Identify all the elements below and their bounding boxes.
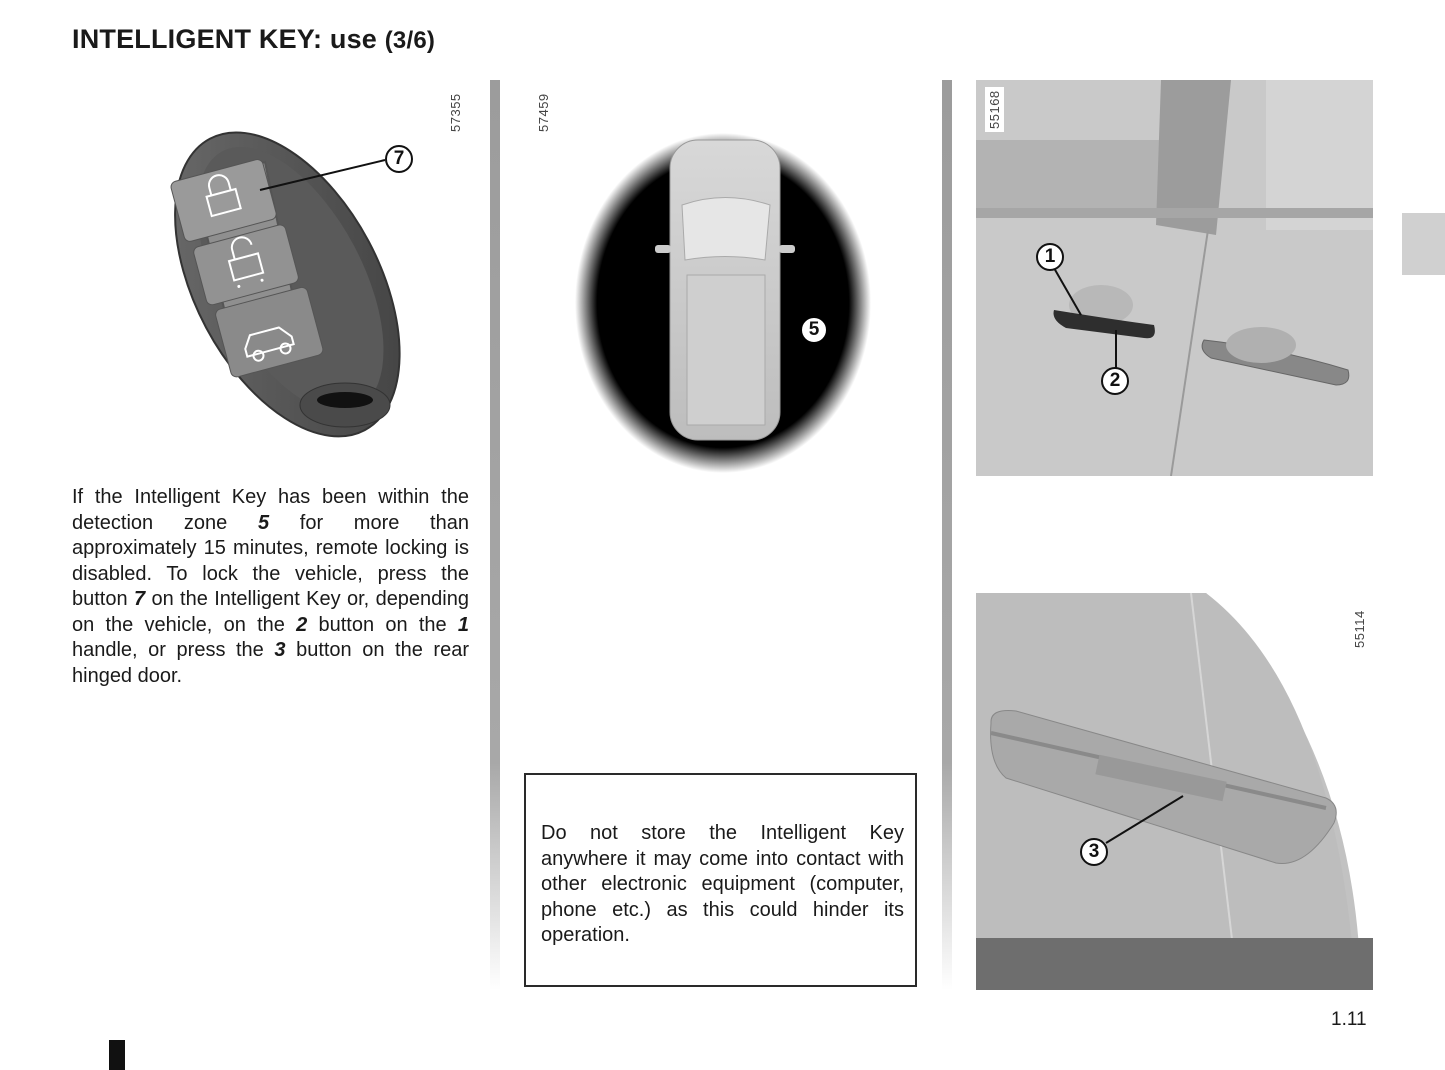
body-paragraph bbox=[72, 485, 469, 689]
page-title bbox=[72, 24, 435, 55]
page-indicator: (3/6) bbox=[384, 27, 436, 54]
body-text-segment: button on the bbox=[307, 613, 458, 636]
ref-7: 7 bbox=[133, 588, 146, 610]
rear-door-icon bbox=[976, 593, 1373, 990]
body-text-segment: If the Intelligent Key has been within the detection zone bbox=[72, 486, 469, 534]
door-handle-icon bbox=[976, 80, 1373, 476]
door-handle-illustration bbox=[976, 80, 1373, 476]
car-top-view-icon bbox=[575, 125, 875, 475]
figure-ref-code: 57355 bbox=[448, 93, 463, 132]
ref-1: 1 bbox=[457, 613, 469, 636]
callout-3: 3 bbox=[1080, 838, 1108, 866]
figure-ref-code: 55168 bbox=[985, 87, 1004, 132]
callout-2: 2 bbox=[1101, 367, 1129, 395]
body-text-segment: button on the rear hinged door. bbox=[72, 639, 469, 687]
body-text-segment: for more than approximately 15 minutes, remote locking is disabled. To lock the vehicle, press the button bbox=[72, 511, 469, 610]
page-number: 1.11 bbox=[1331, 1009, 1367, 1030]
body-text-segment: handle, or press the bbox=[72, 639, 275, 661]
callout-1: 1 bbox=[1036, 243, 1064, 271]
column-divider-left bbox=[490, 80, 500, 990]
callout-5: 5 bbox=[800, 316, 828, 344]
detection-zone-illustration bbox=[575, 125, 875, 475]
ref-2: 2 bbox=[296, 613, 308, 636]
ref-3: 3 bbox=[274, 639, 286, 661]
note-box bbox=[524, 773, 917, 987]
figure-ref-code: 55114 bbox=[1352, 610, 1367, 648]
body-text-segment: on the Intelligent Key or, depending on the vehicle, on the bbox=[72, 588, 469, 636]
callout-7: 7 bbox=[385, 145, 413, 173]
page-corner-mark bbox=[109, 1040, 125, 1070]
column-divider-right bbox=[942, 80, 952, 990]
title-text: INTELLIGENT KEY: use bbox=[72, 24, 378, 54]
figure-ref-code: 57459 bbox=[536, 93, 551, 132]
note-text: Do not store the Intelligent Key anywhere it may come into contact with other electronic equipment (computer, phone etc.) as this could hinder its operation. bbox=[541, 822, 904, 946]
rear-door-illustration bbox=[976, 593, 1373, 990]
ref-5: 5 bbox=[257, 511, 270, 534]
section-tab bbox=[1402, 213, 1445, 275]
